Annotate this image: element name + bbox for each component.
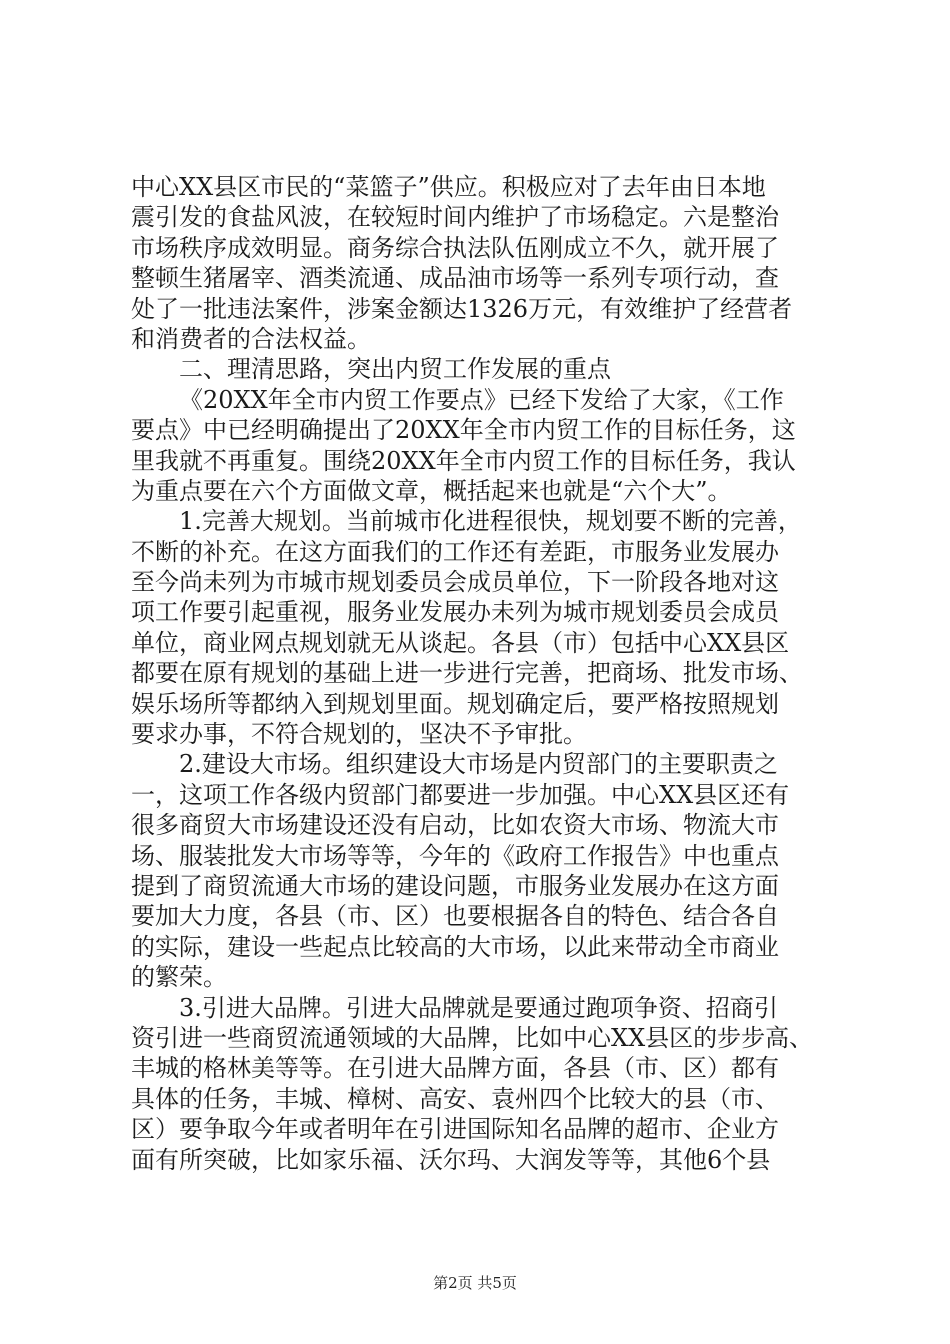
text-line: 都要在原有规划的基础上进一步进行完善，把商场、批发市场、 [131, 659, 803, 688]
text-line: 为重点要在六个方面做文章，概括起来也就是“六个大”。 [131, 476, 732, 505]
text-line: 处了一批违法案件，涉案金额达1326万元，有效维护了经营者 [131, 294, 793, 323]
text-line: 3.引进大品牌。引进大品牌就是要通过跑项争资、招商引 [179, 993, 778, 1022]
text-line: 里我就不再重复。围绕20XX年全市内贸工作的目标任务，我认 [131, 446, 796, 475]
text-line: 中心XX县区市民的“菜篮子”供应。积极应对了去年由日本地 [131, 173, 766, 201]
text-line: 二、理清思路，突出内贸工作发展的重点 [179, 355, 611, 384]
text-line: 资引进一些商贸流通领域的大品牌，比如中心XX县区的步步高、 [131, 1023, 814, 1052]
text-line: 提到了商贸流通大市场的建设问题，市服务业发展办在这方面 [131, 871, 779, 900]
text-line: 单位，商业网点规划就无从谈起。各县（市）包括中心XX县区 [131, 628, 790, 657]
text-line: 娱乐场所等都纳入到规划里面。规划确定后，要严格按照规划 [131, 689, 779, 718]
document-body [131, 172, 831, 1175]
text-line: 一，这项工作各级内贸部门都要进一步加强。中心XX县区还有 [131, 780, 790, 809]
text-line: 要点》中已经明确提出了20XX年全市内贸工作的目标任务，这 [131, 416, 796, 445]
text-line: 2.建设大市场。组织建设大市场是内贸部门的主要职责之 [179, 750, 778, 779]
text-line: 的实际，建设一些起点比较高的大市场，以此来带动全市商业 [131, 932, 779, 961]
text-line: 要加大力度，各县（市、区）也要根据各自的特色、结合各自 [131, 902, 779, 931]
text-line: 1.完善大规划。当前城市化进程很快，规划要不断的完善， [179, 507, 802, 536]
text-line: 的繁荣。 [131, 963, 227, 992]
text-line: 震引发的食盐风波，在较短时间内维护了市场稳定。六是整治 [131, 203, 779, 232]
text-line: 整顿生猪屠宰、酒类流通、成品油市场等一系列专项行动，查 [131, 264, 779, 293]
text-line: 至今尚未列为市城市规划委员会成员单位，下一阶段各地对这 [131, 568, 779, 597]
text-line: 《20XX年全市内贸工作要点》已经下发给了大家，《工作 [179, 385, 784, 414]
text-line: 具体的任务，丰城、樟树、高安、袁州四个比较大的县（市、 [131, 1084, 779, 1113]
text-line: 场、服装批发大市场等等，今年的《政府工作报告》中也重点 [131, 841, 779, 870]
text-line: 丰城的格林美等等。在引进大品牌方面，各县（市、区）都有 [131, 1054, 779, 1083]
page-footer: 第2页 共5页 [433, 1274, 517, 1292]
text-line: 项工作要引起重视，服务业发展办未列为城市规划委员会成员 [131, 598, 779, 627]
text-line: 面有所突破，比如家乐福、沃尔玛、大润发等等，其他6个县 [131, 1145, 771, 1174]
text-line: 要求办事，不符合规划的，坚决不予审批。 [131, 720, 587, 749]
text-line: 很多商贸大市场建设还没有启动，比如农资大市场、物流大市 [131, 811, 779, 840]
text-line: 不断的补充。在这方面我们的工作还有差距，市服务业发展办 [131, 537, 779, 566]
text-line: 市场秩序成效明显。商务综合执法队伍刚成立不久，就开展了 [131, 233, 779, 262]
text-line: 和消费者的合法权益。 [131, 324, 371, 353]
text-line: 区）要争取今年或者明年在引进国际知名品牌的超市、企业方 [131, 1115, 779, 1144]
